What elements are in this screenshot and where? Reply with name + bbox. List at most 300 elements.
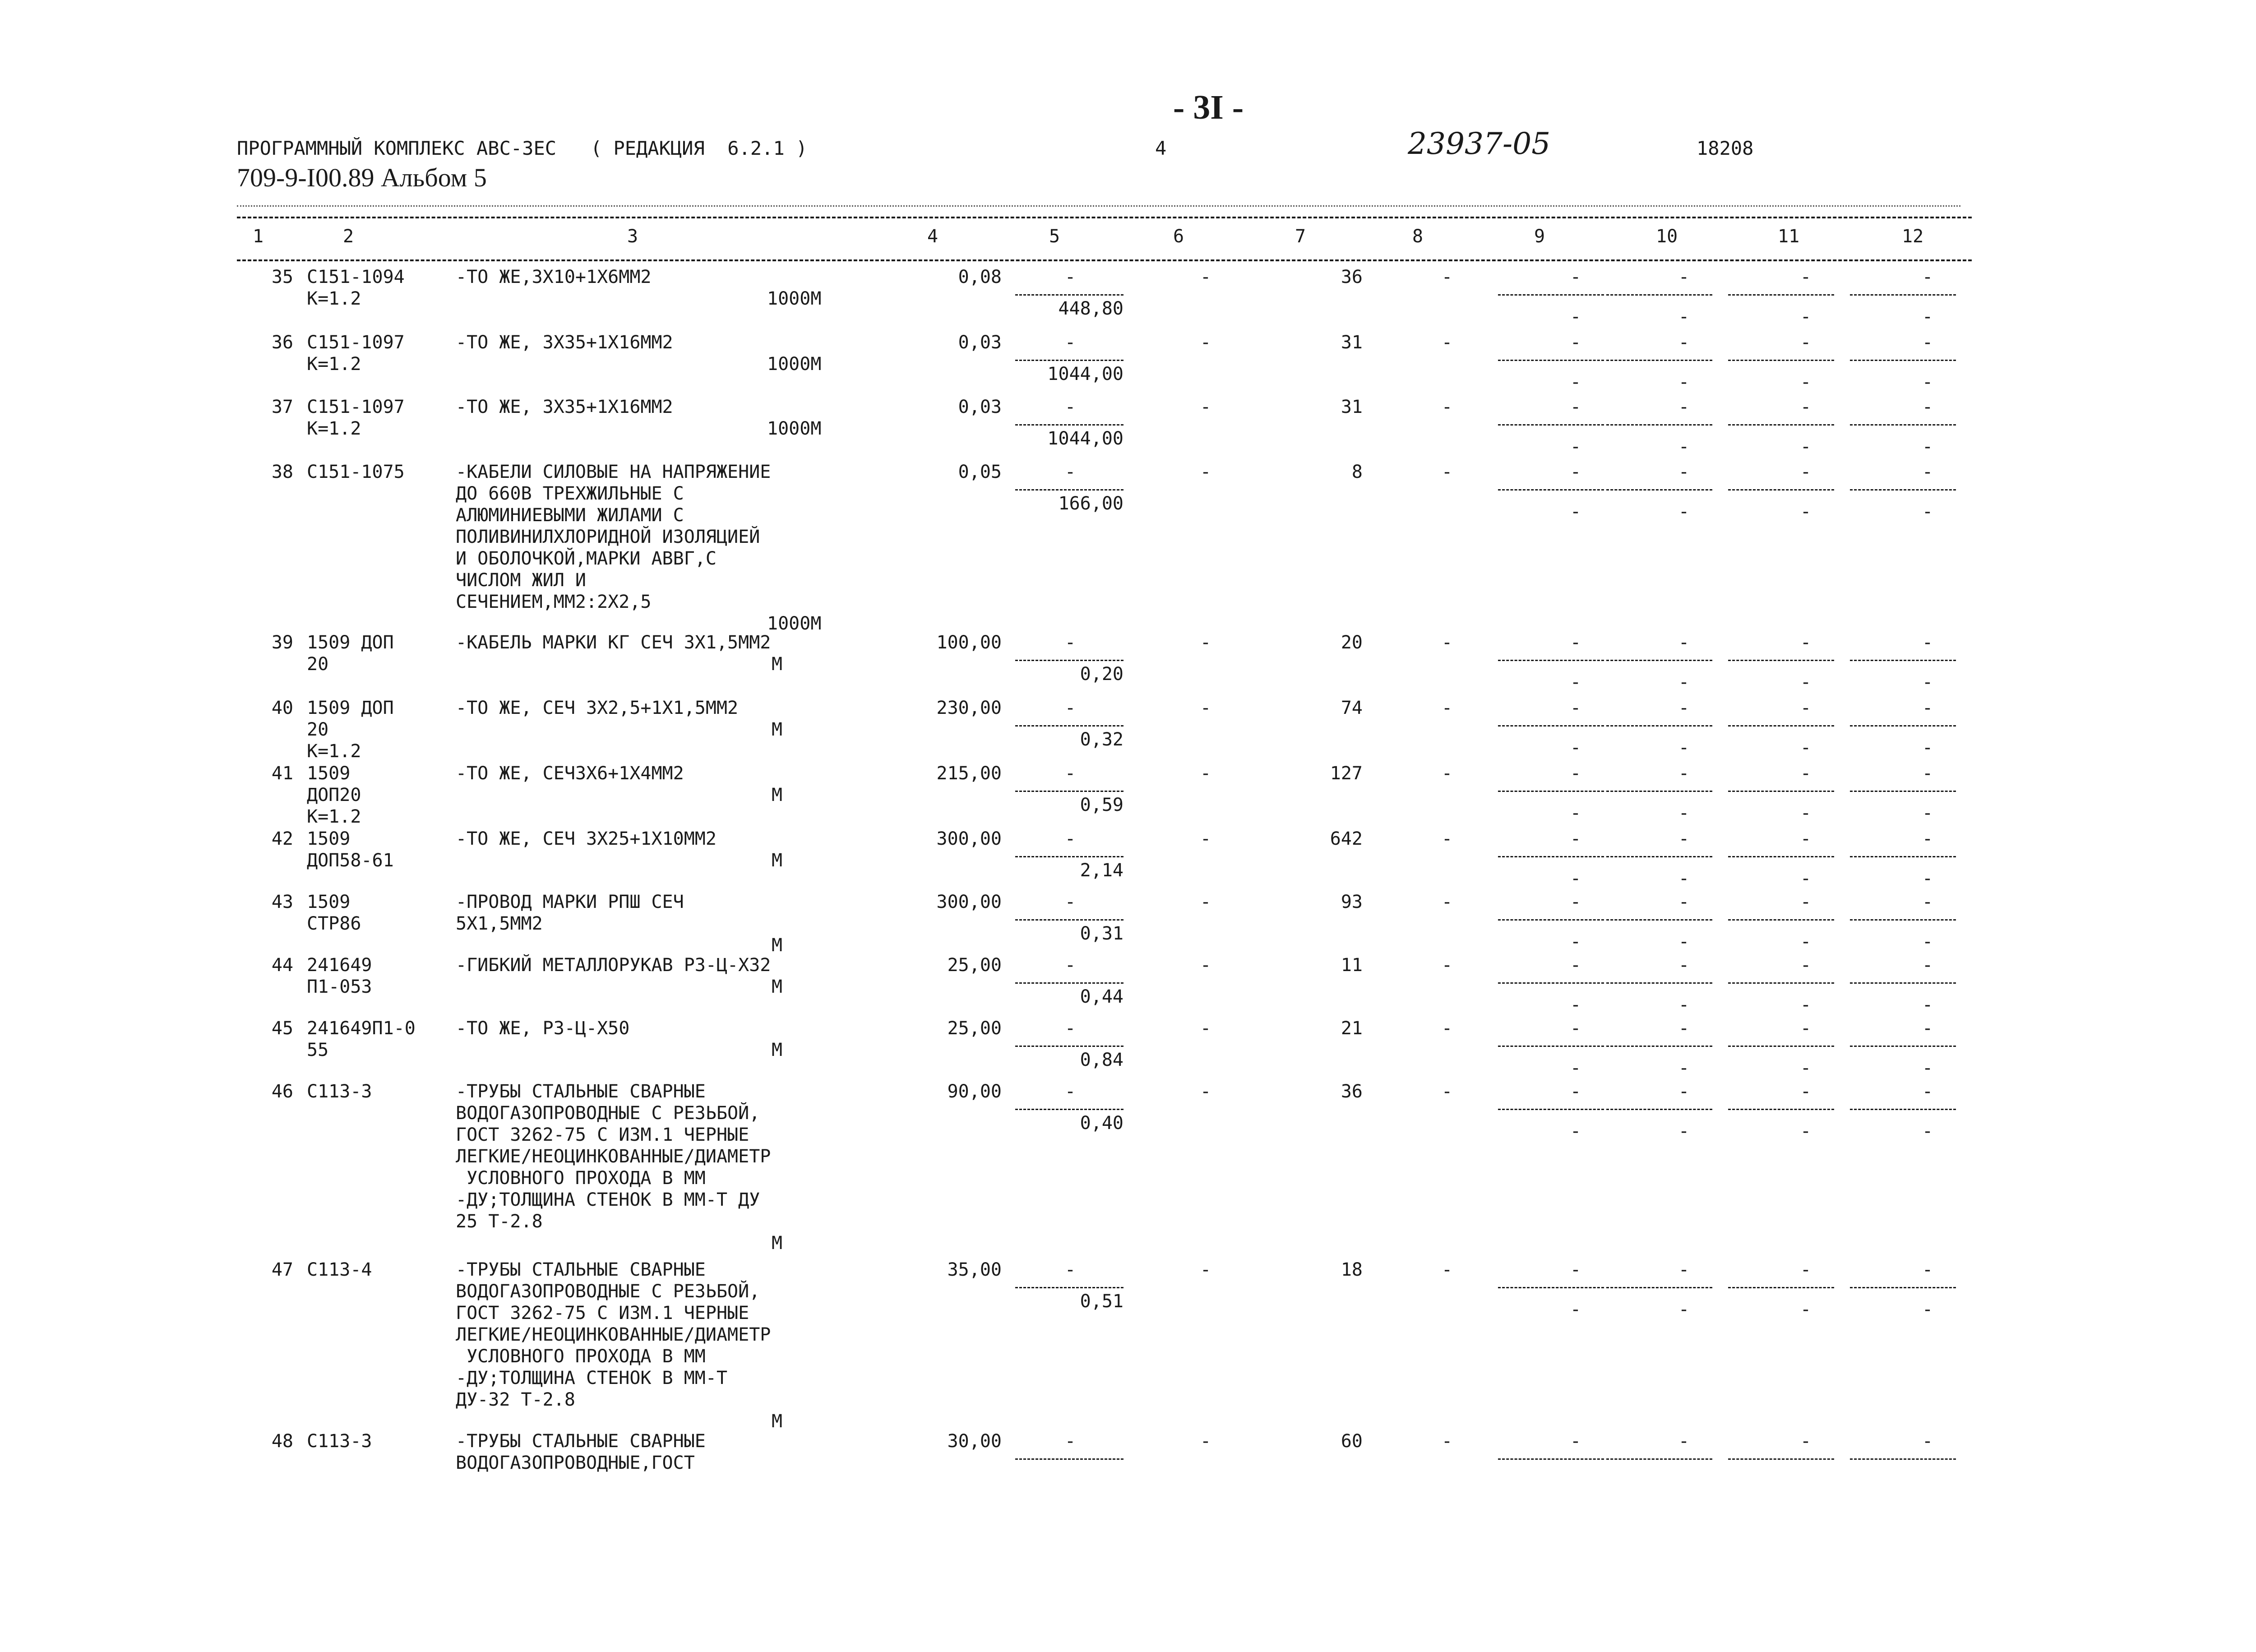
row-code: С151-1094 (307, 267, 405, 287)
col11-value: - (1800, 267, 1812, 287)
col12-value: - (1922, 892, 1933, 912)
col-4: 4 (927, 226, 938, 247)
col10-lower-value: - (1678, 672, 1690, 693)
row-description: ГОСТ 3262-75 С ИЗМ.1 ЧЕРНЫЕ (456, 1124, 749, 1145)
row-number: 43 (271, 892, 293, 912)
col-11: 11 (1778, 226, 1800, 247)
col9-lower-value: - (1570, 436, 1581, 457)
col10-lower-value: - (1678, 803, 1690, 824)
col9-lower-value: - (1570, 931, 1581, 952)
col12-value: - (1922, 332, 1933, 353)
col11-fraction-line (1728, 856, 1834, 857)
row-code: П1-053 (307, 976, 372, 997)
col7-value: 36 (1341, 1081, 1363, 1102)
col9-lower-value: - (1570, 501, 1581, 522)
row-number: 46 (271, 1081, 293, 1102)
row-quantity: 300,00 (936, 892, 1002, 912)
col9-value: - (1570, 892, 1581, 912)
row-unit: М (772, 785, 783, 805)
row-description: -КАБЕЛИ СИЛОВЫЕ НА НАПРЯЖЕНИЕ (456, 462, 771, 482)
col5-fraction-line (1015, 660, 1123, 661)
col5-fraction-line (1015, 1287, 1123, 1288)
row-quantity: 215,00 (936, 763, 1002, 784)
row-number: 47 (271, 1259, 293, 1280)
row-number: 45 (271, 1018, 293, 1039)
row-description: -ПРОВОД МАРКИ РПШ СЕЧ (456, 892, 684, 912)
col11-lower-value: - (1800, 306, 1812, 327)
row-description: -ТРУБЫ СТАЛЬНЫЕ СВАРНЫЕ (456, 1431, 706, 1452)
col10-fraction-line (1606, 424, 1712, 426)
col5-dash: - (1065, 698, 1076, 718)
col12-lower-value: - (1922, 737, 1933, 758)
row-unit: М (772, 1040, 783, 1060)
code-number: 18208 (1697, 137, 1754, 159)
col12-lower-value: - (1922, 868, 1933, 889)
col10-value: - (1678, 698, 1690, 718)
col-6: 6 (1173, 226, 1184, 247)
row-code: 1509 ДОП (307, 698, 394, 718)
col11-fraction-line (1728, 919, 1834, 921)
col10-lower-value: - (1678, 372, 1690, 393)
col7-value: 21 (1341, 1018, 1363, 1039)
row-number: 40 (271, 698, 293, 718)
col12-value: - (1922, 267, 1933, 287)
col10-value: - (1678, 892, 1690, 912)
col9-lower-value: - (1570, 306, 1581, 327)
col5-dash: - (1065, 763, 1076, 784)
row-number: 36 (271, 332, 293, 353)
col10-lower-value: - (1678, 436, 1690, 457)
col11-lower-value: - (1800, 1058, 1812, 1078)
row-number: 35 (271, 267, 293, 287)
col5-value: 0,32 (1080, 729, 1123, 750)
col12-lower-value: - (1922, 931, 1933, 952)
col8-value: - (1442, 955, 1453, 976)
col10-value: - (1678, 397, 1690, 417)
col9-fraction-line (1498, 424, 1604, 426)
col5-dash: - (1065, 892, 1076, 912)
row-unit: М (772, 976, 783, 997)
col5-dash: - (1065, 828, 1076, 849)
row-description: АЛЮМИНИЕВЫМИ ЖИЛАМИ С (456, 505, 684, 526)
col8-value: - (1442, 1259, 1453, 1280)
col10-fraction-line (1606, 1458, 1712, 1460)
col12-value: - (1922, 955, 1933, 976)
col5-dash: - (1065, 955, 1076, 976)
col11-value: - (1800, 632, 1812, 653)
row-quantity: 25,00 (947, 955, 1002, 976)
col10-fraction-line (1606, 660, 1712, 661)
col5-fraction-line (1015, 424, 1123, 426)
col12-fraction-line (1850, 489, 1956, 491)
col11-value: - (1800, 1259, 1812, 1280)
col10-fraction-line (1606, 1287, 1712, 1288)
col5-value: 0,51 (1080, 1291, 1123, 1312)
col12-lower-value: - (1922, 1299, 1933, 1320)
row-code: ДОП58-61 (307, 850, 394, 871)
row-code: С151-1097 (307, 397, 405, 417)
col7-value: 31 (1341, 332, 1363, 353)
col5-fraction-line (1015, 982, 1123, 984)
handwritten-doc-number: 23937-05 (1408, 126, 1551, 161)
col5-fraction-line (1015, 1046, 1123, 1047)
col11-value: - (1800, 955, 1812, 976)
col10-lower-value: - (1678, 995, 1690, 1015)
col5-value: 0,59 (1080, 795, 1123, 815)
col11-fraction-line (1728, 1109, 1834, 1110)
col10-fraction-line (1606, 725, 1712, 727)
col5-dash: - (1065, 462, 1076, 482)
col12-lower-value: - (1922, 803, 1933, 824)
col10-fraction-line (1606, 360, 1712, 361)
row-code: С113-3 (307, 1431, 372, 1452)
col12-fraction-line (1850, 660, 1956, 661)
row-unit: М (772, 654, 783, 675)
col5-dash: - (1065, 1259, 1076, 1280)
col5-fraction-line (1015, 294, 1123, 296)
row-description: -КАБЕЛЬ МАРКИ КГ СЕЧ 3Х1,5ММ2 (456, 632, 771, 653)
col5-fraction-line (1015, 1458, 1123, 1460)
col12-fraction-line (1850, 856, 1956, 857)
col-5: 5 (1049, 226, 1060, 247)
row-quantity: 0,03 (958, 332, 1002, 353)
row-code: 241649 (307, 955, 372, 976)
row-description: -ТРУБЫ СТАЛЬНЫЕ СВАРНЫЕ (456, 1081, 706, 1102)
col-10: 10 (1656, 226, 1678, 247)
col12-fraction-line (1850, 1109, 1956, 1110)
col11-fraction-line (1728, 424, 1834, 426)
col7-value: 60 (1341, 1431, 1363, 1452)
row-unit: М (772, 719, 783, 740)
col7-value: 20 (1341, 632, 1363, 653)
col12-lower-value: - (1922, 436, 1933, 457)
row-code: 20 (307, 719, 329, 740)
row-quantity: 100,00 (936, 632, 1002, 653)
col-1: 1 (253, 226, 264, 247)
col11-lower-value: - (1800, 372, 1812, 393)
col10-value: - (1678, 828, 1690, 849)
col9-fraction-line (1498, 294, 1604, 296)
col9-fraction-line (1498, 791, 1604, 792)
col12-fraction-line (1850, 1458, 1956, 1460)
row-code: 20 (307, 654, 329, 675)
col5-value: 1044,00 (1047, 364, 1123, 384)
col12-value: - (1922, 1259, 1933, 1280)
col9-lower-value: - (1570, 803, 1581, 824)
col12-lower-value: - (1922, 995, 1933, 1015)
col11-fraction-line (1728, 725, 1834, 727)
col10-value: - (1678, 763, 1690, 784)
col9-value: - (1570, 1259, 1581, 1280)
col10-value: - (1678, 1081, 1690, 1102)
col6-value: - (1200, 1431, 1211, 1452)
col6-value: - (1200, 1259, 1211, 1280)
col10-lower-value: - (1678, 501, 1690, 522)
col12-value: - (1922, 1081, 1933, 1102)
row-description: ЛЕГКИЕ/НЕОЦИНКОВАННЫЕ/ДИАМЕТР (456, 1146, 771, 1167)
col12-fraction-line (1850, 1287, 1956, 1288)
col9-fraction-line (1498, 919, 1604, 921)
col5-dash: - (1065, 632, 1076, 653)
col5-value: 2,14 (1080, 860, 1123, 881)
col9-fraction-line (1498, 725, 1604, 727)
col10-value: - (1678, 632, 1690, 653)
row-quantity: 0,08 (958, 267, 1002, 287)
col11-value: - (1800, 462, 1812, 482)
col6-value: - (1200, 332, 1211, 353)
col10-value: - (1678, 332, 1690, 353)
col12-fraction-line (1850, 919, 1956, 921)
col5-dash: - (1065, 397, 1076, 417)
row-quantity: 230,00 (936, 698, 1002, 718)
col9-lower-value: - (1570, 372, 1581, 393)
col10-lower-value: - (1678, 1058, 1690, 1078)
col7-value: 8 (1351, 462, 1363, 482)
col9-value: - (1570, 1431, 1581, 1452)
row-quantity: 35,00 (947, 1259, 1002, 1280)
row-code: 1509 (307, 892, 351, 912)
row-description: ДО 660В ТРЕХЖИЛЬНЫЕ С (456, 483, 684, 504)
col6-value: - (1200, 1018, 1211, 1039)
row-number: 48 (271, 1431, 293, 1452)
row-description: -ТО ЖЕ, 3Х35+1Х16ММ2 (456, 397, 673, 417)
row-description: ГОСТ 3262-75 С ИЗМ.1 ЧЕРНЫЕ (456, 1303, 749, 1323)
row-number: 37 (271, 397, 293, 417)
row-unit: 1000М (767, 354, 822, 375)
col11-value: - (1800, 397, 1812, 417)
col12-fraction-line (1850, 982, 1956, 984)
col-9: 9 (1534, 226, 1545, 247)
row-code: 1509 ДОП (307, 632, 394, 653)
col9-lower-value: - (1570, 672, 1581, 693)
col5-dash: - (1065, 267, 1076, 287)
col11-value: - (1800, 1431, 1812, 1452)
col6-value: - (1200, 267, 1211, 287)
row-code: ДОП20 (307, 785, 361, 805)
col5-fraction-line (1015, 856, 1123, 857)
col9-fraction-line (1498, 660, 1604, 661)
col10-lower-value: - (1678, 931, 1690, 952)
col12-fraction-line (1850, 294, 1956, 296)
col10-value: - (1678, 1431, 1690, 1452)
col9-lower-value: - (1570, 1299, 1581, 1320)
row-code: К=1.2 (307, 741, 361, 762)
col11-lower-value: - (1800, 803, 1812, 824)
row-unit: М (772, 850, 783, 871)
col9-value: - (1570, 828, 1581, 849)
row-code: К=1.2 (307, 354, 361, 375)
dotted-separator (237, 205, 1960, 207)
row-number: 39 (271, 632, 293, 653)
col5-dash: - (1065, 332, 1076, 353)
row-description: УСЛОВНОГО ПРОХОДА В ММ (456, 1346, 706, 1367)
row-code: 55 (307, 1040, 329, 1060)
row-number: 44 (271, 955, 293, 976)
col11-lower-value: - (1800, 737, 1812, 758)
row-quantity: 30,00 (947, 1431, 1002, 1452)
row-description: ЧИСЛОМ ЖИЛ И (456, 570, 586, 591)
col9-lower-value: - (1570, 1121, 1581, 1142)
col9-lower-value: - (1570, 995, 1581, 1015)
col8-value: - (1442, 1081, 1453, 1102)
col9-lower-value: - (1570, 868, 1581, 889)
col11-lower-value: - (1800, 868, 1812, 889)
col5-dash: - (1065, 1018, 1076, 1039)
col12-lower-value: - (1922, 501, 1933, 522)
row-description: ЛЕГКИЕ/НЕОЦИНКОВАННЫЕ/ДИАМЕТР (456, 1324, 771, 1345)
page-number: - 3I - (1173, 88, 1244, 126)
row-description: СЕЧЕНИЕМ,ММ2:2Х2,5 (456, 592, 652, 612)
col12-lower-value: - (1922, 672, 1933, 693)
col7-value: 11 (1341, 955, 1363, 976)
column-header (0, 226, 2256, 253)
col8-value: - (1442, 763, 1453, 784)
col7-value: 31 (1341, 397, 1363, 417)
row-quantity: 90,00 (947, 1081, 1002, 1102)
col5-fraction-line (1015, 919, 1123, 921)
row-code: К=1.2 (307, 288, 361, 309)
col6-value: - (1200, 698, 1211, 718)
col8-value: - (1442, 698, 1453, 718)
col10-fraction-line (1606, 489, 1712, 491)
col10-lower-value: - (1678, 868, 1690, 889)
col11-fraction-line (1728, 1046, 1834, 1047)
col9-value: - (1570, 1018, 1581, 1039)
col10-value: - (1678, 955, 1690, 976)
row-description: -ДУ;ТОЛЩИНА СТЕНОК В ММ-Т (456, 1368, 728, 1388)
col6-value: - (1200, 955, 1211, 976)
col9-fraction-line (1498, 1046, 1604, 1047)
row-code: СТР86 (307, 913, 361, 934)
col10-lower-value: - (1678, 1121, 1690, 1142)
row-description: ДУ-32 Т-2.8 (456, 1389, 575, 1410)
col5-value: 166,00 (1058, 493, 1123, 514)
col12-fraction-line (1850, 360, 1956, 361)
col11-value: - (1800, 1081, 1812, 1102)
row-description: ПОЛИВИНИЛХЛОРИДНОЙ ИЗОЛЯЦИЕЙ (456, 527, 760, 547)
col11-fraction-line (1728, 660, 1834, 661)
col5-value: 0,44 (1080, 986, 1123, 1007)
col10-value: - (1678, 462, 1690, 482)
col8-value: - (1442, 332, 1453, 353)
col5-value: 0,20 (1080, 664, 1123, 685)
col11-value: - (1800, 828, 1812, 849)
col5-dash: - (1065, 1431, 1076, 1452)
col12-lower-value: - (1922, 1121, 1933, 1142)
col11-value: - (1800, 1018, 1812, 1039)
col11-lower-value: - (1800, 1121, 1812, 1142)
col7-value: 127 (1330, 763, 1363, 784)
row-description: -ТО ЖЕ, СЕЧ3Х6+1Х4ММ2 (456, 763, 684, 784)
col12-fraction-line (1850, 424, 1956, 426)
col6-value: - (1200, 632, 1211, 653)
col12-value: - (1922, 698, 1933, 718)
row-description: -ТО ЖЕ,3Х10+1Х6ММ2 (456, 267, 652, 287)
col6-value: - (1200, 763, 1211, 784)
row-description: -ТО ЖЕ, РЗ-Ц-Х50 (456, 1018, 630, 1039)
col12-fraction-line (1850, 791, 1956, 792)
col8-value: - (1442, 632, 1453, 653)
col10-lower-value: - (1678, 737, 1690, 758)
col11-fraction-line (1728, 294, 1834, 296)
col11-lower-value: - (1800, 931, 1812, 952)
col9-fraction-line (1498, 856, 1604, 857)
col9-value: - (1570, 397, 1581, 417)
col5-value: 1044,00 (1047, 428, 1123, 449)
program-line: ПРОГРАММНЫЙ КОМПЛЕКС АВС-3ЕС ( РЕДАКЦИЯ 6.2.1 ) (237, 137, 808, 159)
col6-value: - (1200, 828, 1211, 849)
row-description: 5Х1,5ММ2 (456, 913, 543, 934)
row-description: -ТРУБЫ СТАЛЬНЫЕ СВАРНЫЕ (456, 1259, 706, 1280)
row-code: 1509 (307, 828, 351, 849)
col9-fraction-line (1498, 1458, 1604, 1460)
row-code: С151-1097 (307, 332, 405, 353)
col11-fraction-line (1728, 489, 1834, 491)
col8-value: - (1442, 1431, 1453, 1452)
sheet-number: 4 (1155, 137, 1167, 159)
col11-lower-value: - (1800, 672, 1812, 693)
col12-value: - (1922, 763, 1933, 784)
col11-value: - (1800, 698, 1812, 718)
row-code: 1509 (307, 763, 351, 784)
header-rule-bottom (237, 259, 1972, 261)
row-quantity: 25,00 (947, 1018, 1002, 1039)
col10-fraction-line (1606, 982, 1712, 984)
row-description: ВОДОГАЗОПРОВОДНЫЕ С РЕЗЬБОЙ, (456, 1103, 760, 1124)
header-rule-top (237, 217, 1972, 218)
col11-fraction-line (1728, 791, 1834, 792)
col-12: 12 (1902, 226, 1924, 247)
col10-fraction-line (1606, 919, 1712, 921)
col7-value: 36 (1341, 267, 1363, 287)
col6-value: - (1200, 892, 1211, 912)
row-description: ВОДОГАЗОПРОВОДНЫЕ,ГОСТ (456, 1453, 695, 1473)
row-code: К=1.2 (307, 806, 361, 827)
col9-lower-value: - (1570, 737, 1581, 758)
row-unit: 1000М (767, 613, 822, 634)
row-code: С113-3 (307, 1081, 372, 1102)
col7-value: 18 (1341, 1259, 1363, 1280)
col5-fraction-line (1015, 791, 1123, 792)
col12-lower-value: - (1922, 1058, 1933, 1078)
col12-lower-value: - (1922, 306, 1933, 327)
col12-fraction-line (1850, 725, 1956, 727)
col11-value: - (1800, 332, 1812, 353)
col5-fraction-line (1015, 489, 1123, 491)
col9-value: - (1570, 267, 1581, 287)
col9-value: - (1570, 462, 1581, 482)
col10-fraction-line (1606, 1109, 1712, 1110)
col10-value: - (1678, 267, 1690, 287)
col10-value: - (1678, 1259, 1690, 1280)
col10-fraction-line (1606, 856, 1712, 857)
col12-value: - (1922, 462, 1933, 482)
row-unit: 1000М (767, 418, 822, 439)
col10-lower-value: - (1678, 306, 1690, 327)
col11-lower-value: - (1800, 501, 1812, 522)
row-description: 25 Т-2.8 (456, 1211, 543, 1232)
row-description: И ОБОЛОЧКОЙ,МАРКИ АВВГ,С (456, 548, 717, 569)
album-line: 709-9-I00.89 Альбом 5 (237, 163, 487, 192)
col9-value: - (1570, 698, 1581, 718)
col6-value: - (1200, 1081, 1211, 1102)
col10-fraction-line (1606, 294, 1712, 296)
row-description: -ТО ЖЕ, СЕЧ 3Х2,5+1Х1,5ММ2 (456, 698, 739, 718)
row-description: -ТО ЖЕ, 3Х35+1Х16ММ2 (456, 332, 673, 353)
row-unit: М (772, 1411, 783, 1432)
col5-value: 448,80 (1058, 298, 1123, 319)
col9-value: - (1570, 763, 1581, 784)
